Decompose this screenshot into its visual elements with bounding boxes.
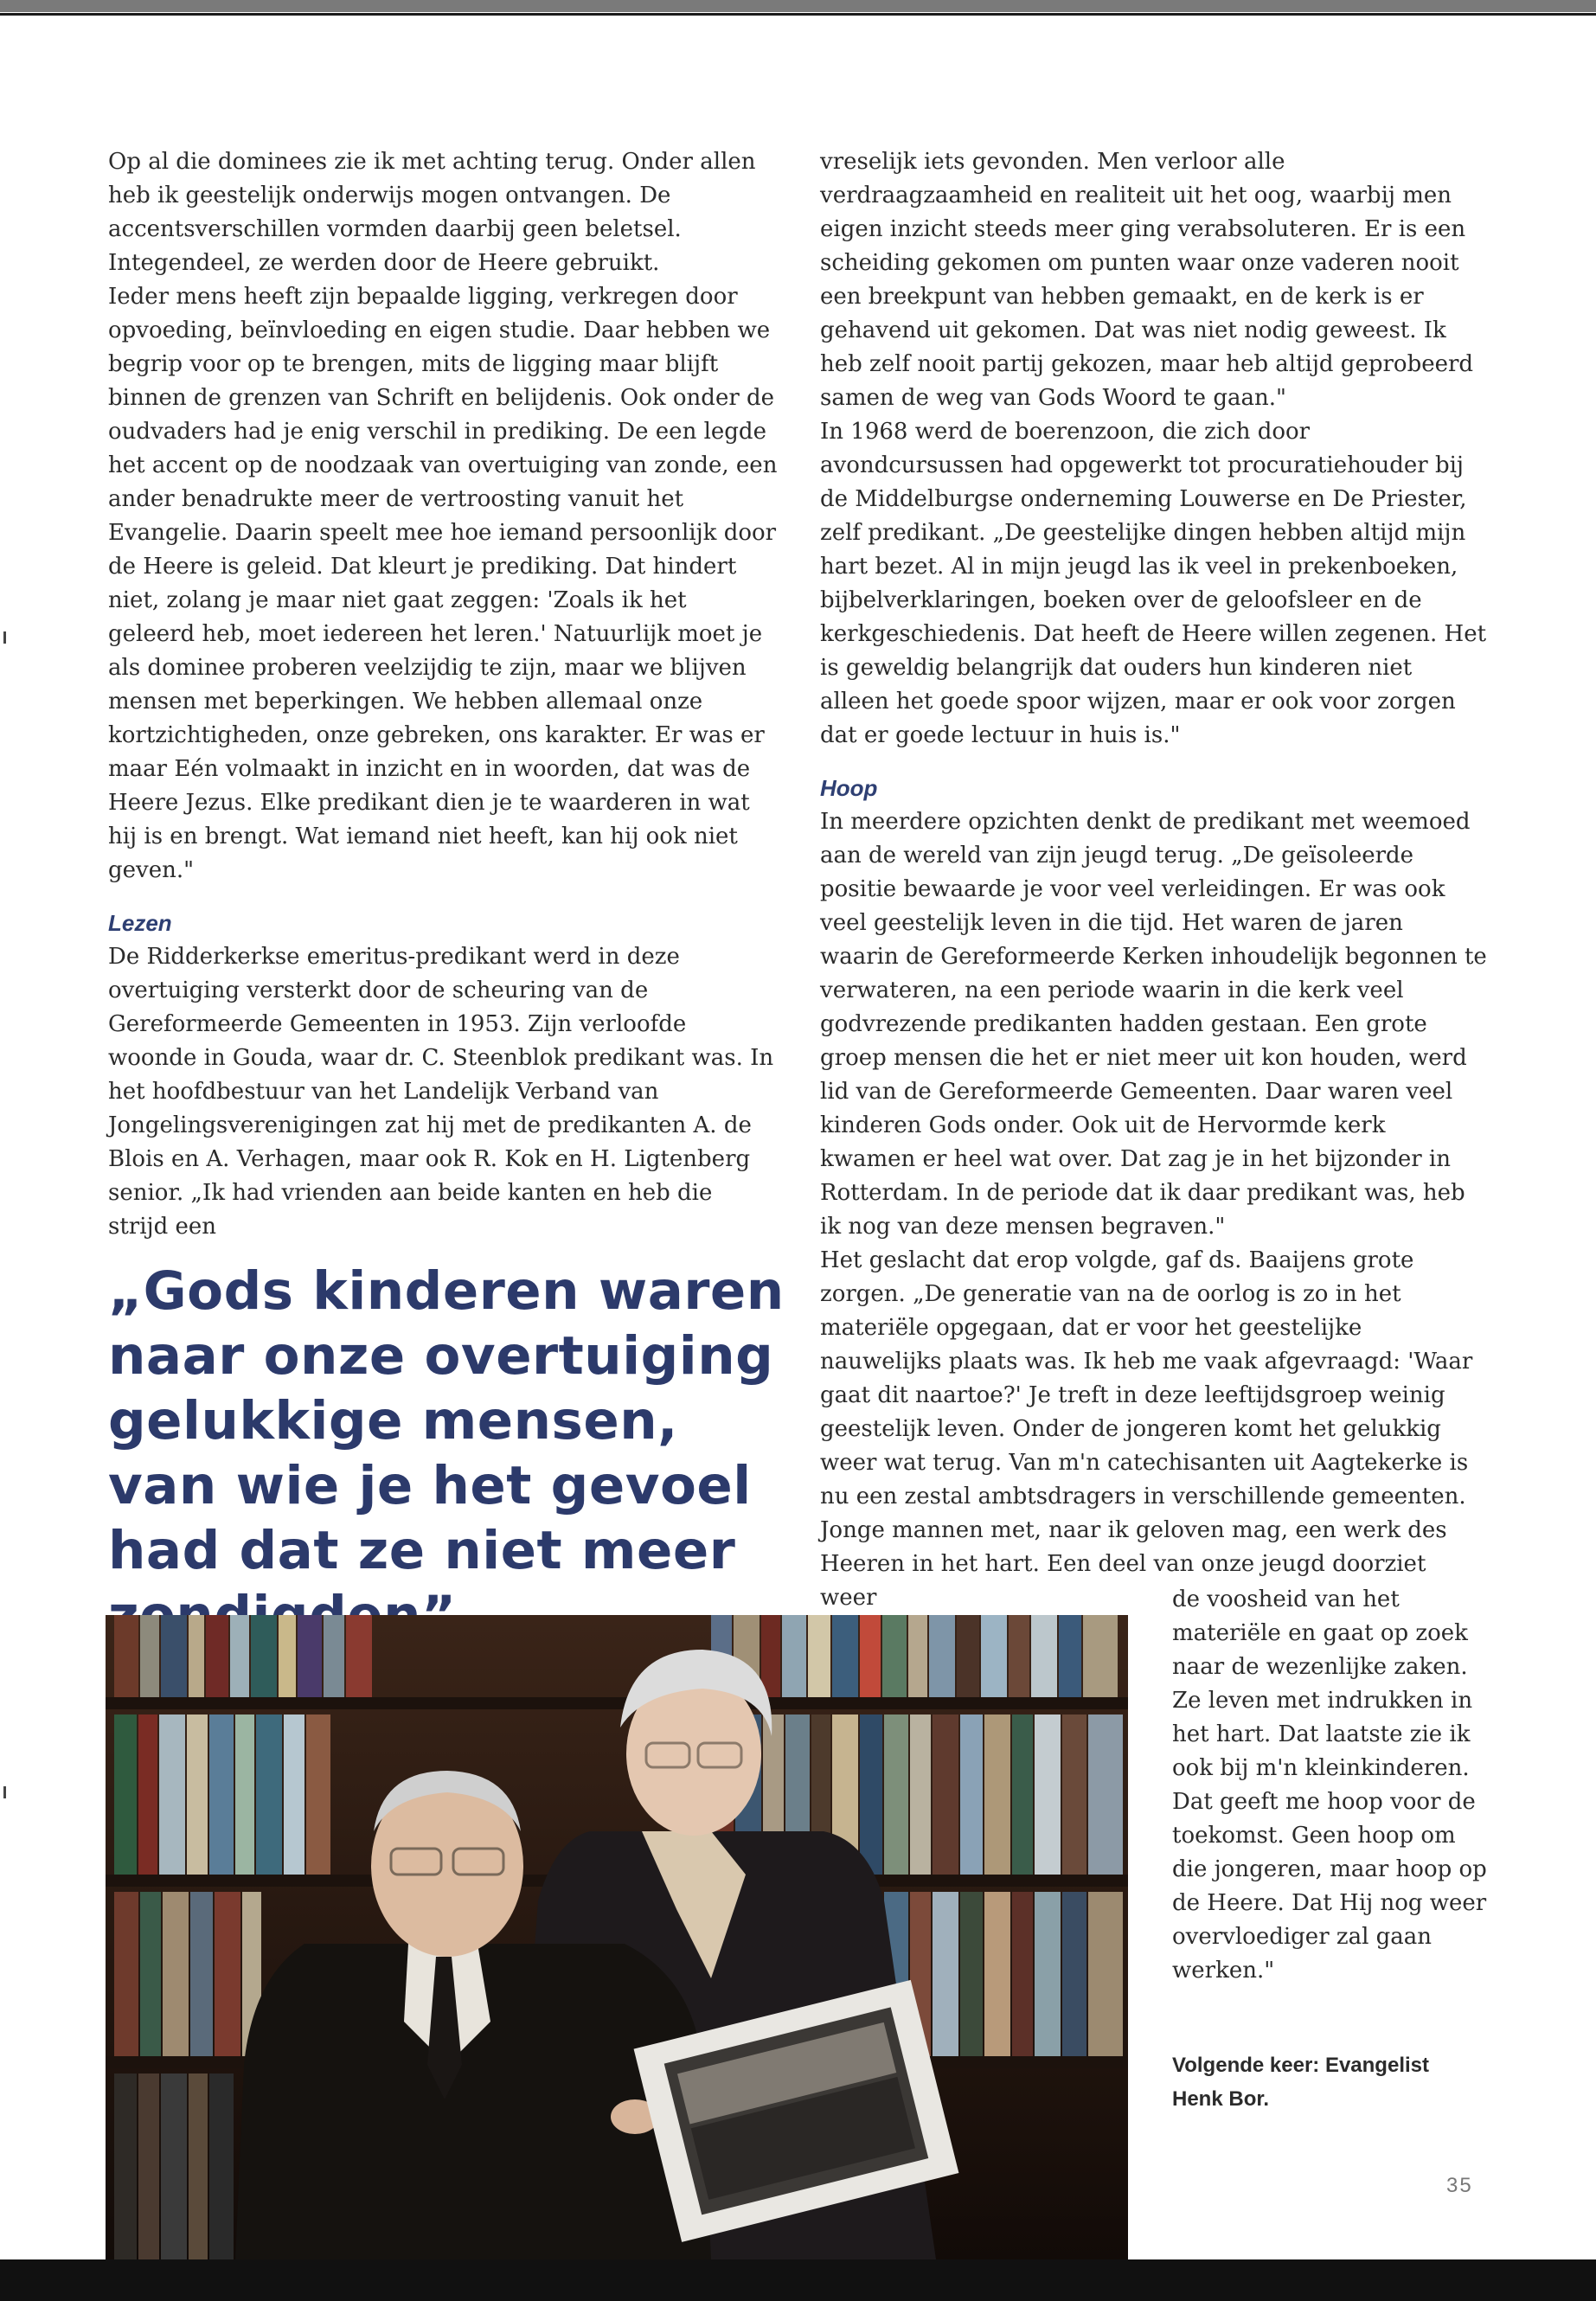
body-paragraph: Het geslacht dat erop volgde, gaf ds. Baaijens grote zorgen. „De generatie van na de oorlog is zo in het materiële opgegaan, dat er voor het geestelijke nauwelijks plaats was. Ik heb me vaak afgevraagd: 'Waar gaat dit naartoe?' Je treft in deze leeftijdsgroep weinig geestelijk leven. Onder de jongeren komt het gelukkig weer wat terug. Van m'n catechisanten uit Aagtekerke is nu een zestal ambtsdragers in verschillende gemeenten. Jonge mannen met, naar ik geloven mag, een werk des Heeren in het hart. Een deel van onze jeugd doorziet weer: [820, 1247, 1473, 1611]
left-column: [108, 145, 779, 1244]
body-paragraph: vreselijk iets gevonden. Men verloor alle verdraagzaamheid en realiteit uit het oog, waarbij men eigen inzicht steeds meer ging verabsoluteren. Er is een scheiding gekomen om punten waar onze vaderen nooit een breekpunt van hebben gemaakt, en de kerk is er gehavend uit gekomen. Dat was niet nodig geweest. Ik heb zelf nooit partij gekozen, maar heb altijd geprobeerd samen de weg van Gods Woord te gaan.": [820, 149, 1474, 411]
right-column: [820, 145, 1488, 1615]
section-heading-lezen: Lezen: [108, 910, 172, 936]
body-paragraph: In meerdere opzichten denkt de predikant met weemoed aan de wereld van zijn jeugd terug. „De geïsoleerde positie bewaarde je voor veel verleidingen. Er was ook veel geestelijk leven in die tijd. Het waren de jaren waarin de Gereformeerde Kerken inhoudelijk begonnen te verwateren, na een periode waarin in die kerk veel godvrezende predikanten hadden gestaan. Een grote groep mensen die het er niet meer uit kon houden, werd lid van de Gereformeerde Gemeenten. Daar waren veel kinderen Gods onder. Ook uit de Hervormde kerk kwamen er heel wat over. Dat zag je in het bijzonder in Rotterdam. In de periode dat ik daar predikant was, heb ik nog van deze mensen begraven.": [820, 809, 1487, 1240]
body-paragraph: Op al die dominees zie ik met achting terug. Onder allen heb ik geestelijk onderwijs mogen ontvangen. De accentsverschillen vormden daarbij geen beletsel. Integendeel, ze werden door de Heere gebruikt.: [108, 149, 756, 276]
photo-illustration: [106, 1615, 1128, 2259]
body-paragraph: In 1968 werd de boerenzoon, die zich door avondcursussen had opgewerkt tot procuratiehouder bij de Middelburgse onderneming Louwerse en De Priester, zelf predikant. „De geestelijke dingen hebben altijd mijn hart bezet. Al in mijn jeugd las ik veel in prekenboeken, bijbelverklaringen, boeken over de geloofsleer en de kerkgeschiedenis. Dat heeft de Heere willen zegenen. Het is geweldig belangrijk dat ouders hun kinderen niet alleen het goede spoor wijzen, maar er ook voor zorgen dat er goede lectuur in huis is.": [820, 419, 1487, 748]
bottom-rule: [0, 2259, 1596, 2301]
body-paragraph: Ieder mens heeft zijn bepaalde ligging, verkregen door opvoeding, beïnvloeding en eigen studie. Daar hebben we begrip voor op te brengen, mits de ligging maar blijft binnen de grenzen van Schrift en belijdenis. Ook onder de oudvaders had je enig verschil in prediking. De een legde het accent op de noodzaak van overtuiging van zonde, een ander benadrukte meer de vertroosting vanuit het Evangelie. Daarin speelt mee hoe iemand persoonlijk door de Heere is geleid. Dat kleurt je prediking. Dat hindert niet, zolang je maar niet gaat zeggen: 'Zoals ik het geleerd heb, moet iedereen het leren.' Natuurlijk moet je als dominee proberen veelzijdig te zijn, maar we blijven mensen met beperkingen. We hebben allemaal onze kortzichtigheden, onze gebreken, ons karakter. Er was er maar Eén volmaakt in inzicht en in woorden, dat was de Heere Jezus. Elke predikant dien je te waarderen in wat hij is en brengt. Wat iemand niet heeft, kan hij ook niet geven.": [108, 284, 778, 883]
page-number: 35: [1446, 2174, 1473, 2197]
margin-tick: [3, 631, 6, 644]
photo-couple-with-bookshelves: [106, 1615, 1128, 2259]
next-time-note: Volgende keer: Evangelist Henk Bor.: [1172, 2054, 1429, 2111]
body-paragraph: De Ridderkerkse emeritus-predikant werd in deze overtuiging versterkt door de scheuring van de Gereformeerde Gemeenten in 1953. Zijn verloofde woonde in Gouda, waar dr. C. Steenblok predikant was. In het hoofdbestuur van het Landelijk Verband van Jongelingsverenigingen zat hij met de predikanten A. de Blois en A. Verhagen, maar ook R. Kok en H. Ligtenberg senior. „Ik had vrienden aan beide kanten en heb die strijd een: [108, 944, 774, 1240]
top-rule: [0, 0, 1596, 12]
pull-quote: „Gods kinderen waren naar onze overtuiging gelukkige mensen, van wie je het gevoel had dat ze niet meer: [108, 1260, 785, 1581]
body-paragraph: de voosheid van het materiële en gaat op zoek naar de wezenlijke zaken. Ze leven met indrukken in het hart. Dat laatste zie ik ook bij m'n kleinkinderen. Dat geeft me hoop voor de toekomst. Geen hoop om die jongeren, maar hoop op de Heere. Dat Hij nog weer overvloediger zal gaan werken.": [1172, 1586, 1487, 1984]
section-heading-hoop: Hoop: [820, 775, 878, 801]
bookshelf-books: [114, 2073, 234, 2259]
margin-tick: [3, 1786, 6, 1798]
right-column-continuation: [1172, 1583, 1488, 1988]
